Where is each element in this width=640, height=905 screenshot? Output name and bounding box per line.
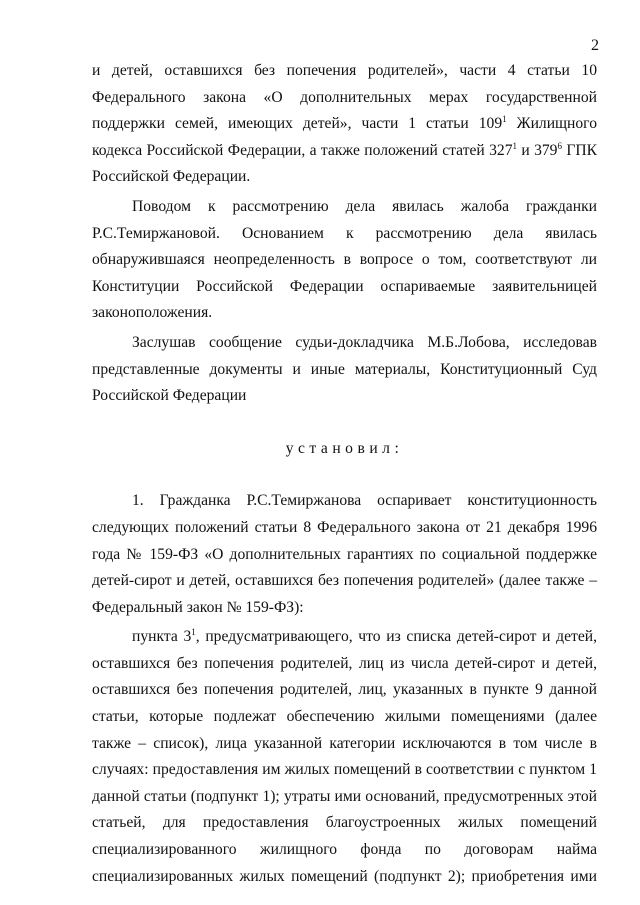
- paragraph-point-text-2: , предусматривающего, что из списка детей-сирот и детей, оставшихся без попечения родителей, лиц из числа детей-сирот и детей, оставшихся без попечения родителей, лиц, указанных в пункте 9 данной статьи, которые подлежат обеспечению жилыми помещениями (далее также – список), лица указанной категории исключаются в том числе в случаях: предоставления им жилых помещений в соответствии с пунктом 1 данной статьи (подпункт 1); утраты ими оснований, предусмотренных этой статьей, для предоставления благоустроенных жилых помещений специализированного жилищного фонда по договорам найма специализированных жилых помещений (подпункт 2); приобретения ими: [92, 628, 598, 885]
- paragraph-reason: Поводом к рассмотрению дела явилась жалоба гражданки Р.С.Темиржановой. Основанием к рассмотрению дела явилась обнаружившаяся неопределенность в вопросе о том, соответствуют ли Конституции Российской Федерации оспариваемые заявительницей законоположения.: [92, 197, 597, 322]
- page-number: 2: [591, 37, 599, 54]
- document-body: [92, 58, 597, 890]
- paragraph-hearing: Заслушав сообщение судьи-докладчика М.Б.Лобова, исследовав представленные документы и иные материалы, Конституционный Суд Российской Федерации: [92, 333, 597, 405]
- paragraph-claim: 1. Гражданка Р.С.Темиржанова оспаривает конституционность следующих положений статьи 8 Федерального закона от 21 декабря 1996 года № 159-ФЗ «О дополнительных гарантиях по социальной поддержке детей-сирот и детей, оставшихся без попечения родителей» (далее также – Федеральный закон № 159-ФЗ):: [92, 492, 597, 616]
- paragraph-intro-text-4: ГПК Российской Федерации.: [92, 141, 597, 186]
- paragraph-point-text-1: пункта 3: [132, 628, 192, 646]
- paragraph-intro-text-2: Жилищного кодекса Российской Федерации, а также положений статей 327: [92, 115, 597, 159]
- section-heading: установил:: [285, 439, 404, 457]
- paragraph-intro-text-1: и детей, оставшихся без попечения родителей», части 4 статьи 10 Федерального закона «О дополнительных мерах государственной поддержки семей, имеющих детей», части 1 статьи 109: [92, 62, 597, 133]
- superscript: 1: [502, 114, 507, 125]
- superscript: 1: [191, 627, 196, 638]
- superscript: 1: [512, 140, 518, 151]
- superscript: 6: [557, 140, 562, 151]
- paragraph-intro: [92, 58, 597, 191]
- paragraph-point: [92, 624, 597, 890]
- paragraph-intro-text-3: и 379: [517, 141, 558, 159]
